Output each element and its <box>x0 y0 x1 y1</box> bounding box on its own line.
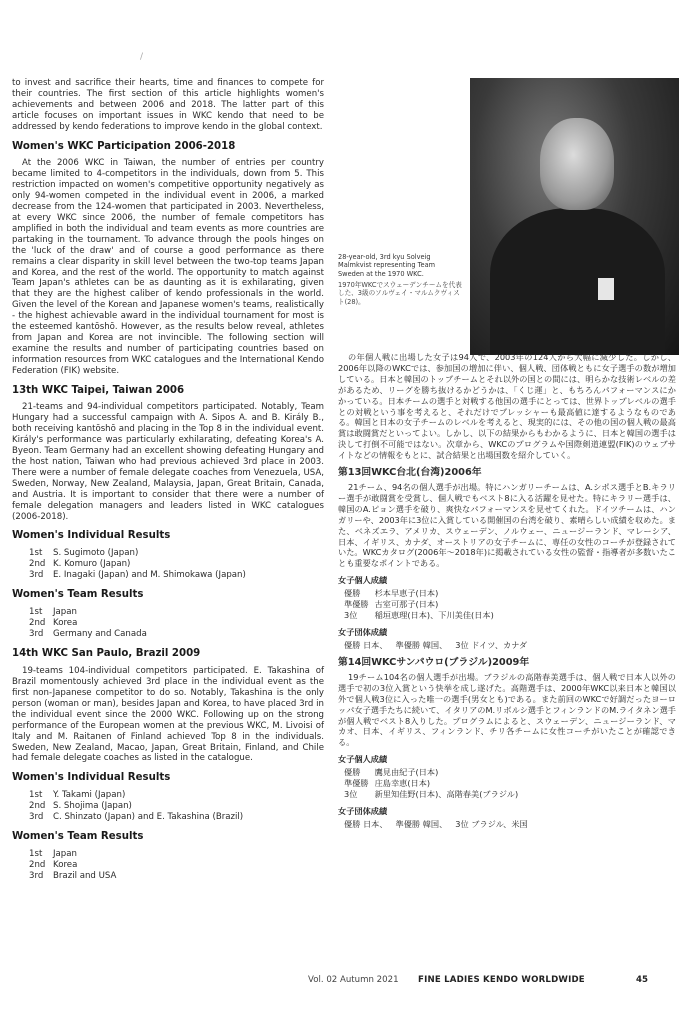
intro-paragraph: to invest and sacrifice their hearts, time and finances to compete for their countries. The first section of this article highlights women's achievements and between 2006 and 2018. The latter part of this article focuses on important issues in WKC kendo that need to be addressed by kendo federations to improve kendo in the global context. <box>12 78 324 132</box>
result-row <box>29 801 247 812</box>
wkc14-team-results <box>29 849 120 882</box>
japanese-column <box>338 352 676 830</box>
result-row <box>344 778 524 789</box>
participation-heading: Women's WKC Participation 2006-2018 <box>12 140 236 152</box>
place: 3rd <box>29 812 44 823</box>
english-column <box>12 78 324 887</box>
winner: Korea <box>53 860 78 871</box>
photo-badge <box>598 278 614 300</box>
place: 優勝 <box>344 767 361 778</box>
team-result: 優勝 日本、 <box>344 640 388 651</box>
wkc14-individual-results <box>29 790 247 823</box>
winner: 古室可那子(日本) <box>374 599 439 610</box>
wkc13-team-results <box>29 607 151 640</box>
footer-volume: Vol. 02 Autumn 2021 <box>308 975 399 985</box>
winner: C. Shinzato (Japan) and E. Takashina (Brazil) <box>53 812 244 823</box>
team-result: 3位 ドイツ、カナダ <box>455 640 528 651</box>
winner: 新里知佳野(日本)、高階春美(ブラジル) <box>374 789 519 800</box>
jp-wkc13-team-results <box>344 640 676 651</box>
wkc14-heading: 14th WKC San Paulo, Brazil 2009 <box>12 648 201 660</box>
place: 1st <box>29 607 43 618</box>
result-row <box>344 599 500 610</box>
winner: E. Inagaki (Japan) and M. Shimokawa (Japan) <box>53 570 246 581</box>
winner: Japan <box>53 849 77 860</box>
winner: Y. Takami (Japan) <box>53 790 126 801</box>
team-result: 準優勝 韓国、 <box>395 640 448 651</box>
jp-wkc14-individual-results <box>344 767 524 800</box>
photo-caption-jp: 1970年WKCでスウェーデンチームを代表した、3級のソルヴェイ・マルムクヴィスト(28)。 <box>338 281 462 306</box>
result-row <box>29 548 250 559</box>
place: 優勝 <box>344 588 361 599</box>
winner: K. Komuro (Japan) <box>53 559 131 570</box>
footer-magazine-title: FINE LADIES KENDO WORLDWIDE <box>418 975 585 985</box>
jp-wkc14-individual-heading: 女子個人成績 <box>338 754 388 765</box>
jp-wkc13-individual-heading: 女子個人成績 <box>338 575 388 586</box>
place: 2nd <box>29 801 46 812</box>
jp-wkc14-paragraph: 19チーム104名の個人選手が出場。ブラジルの高階春美選手は、個人戦で日本人以外の選手で初の3位入賞という快挙を成し遂げた。高階選手は、2000年WKC以来日本と韓国以外で個人戦3位に入った唯一の選手(男女とも)である。また前回のWKCで好調だったヨーロッパ女子選手たちに続いて、イタリアのM.リボルシ選手とフィンランドのM.ライタネン選手が個人戦でベスト8入りした。プログラムによると、スウェーデン、ニュージーランド、マカオ、日本、イギリス、フィンランド、チリ各チームに女性コーチがいたことが確認できる。 <box>338 671 676 748</box>
place: 3rd <box>29 570 44 581</box>
wkc14-individual-heading: Women's Individual Results <box>12 772 171 784</box>
place: 3rd <box>29 871 44 882</box>
pencil-mark: / <box>140 52 144 62</box>
result-row <box>29 559 250 570</box>
jp-wkc13-individual-results <box>344 588 500 621</box>
place: 準優勝 <box>344 599 369 610</box>
winner: S. Sugimoto (Japan) <box>53 548 139 559</box>
winner: 杉本早恵子(日本) <box>374 588 439 599</box>
jp-wkc14-team-heading: 女子団体成績 <box>338 806 388 817</box>
result-row <box>29 790 247 801</box>
wkc13-individual-results <box>29 548 250 581</box>
photo-figure-body <box>490 208 665 355</box>
place: 3位 <box>344 610 358 621</box>
result-row <box>29 629 151 640</box>
winner: 庄島幸恵(日本) <box>374 778 431 789</box>
wkc13-heading: 13th WKC Taipei, Taiwan 2006 <box>12 384 185 396</box>
page-footer <box>0 975 693 991</box>
place: 2nd <box>29 559 46 570</box>
winner: S. Shojima (Japan) <box>53 801 132 812</box>
winner: 鷹見由紀子(日本) <box>374 767 439 778</box>
jp-intro-paragraph: の年個人戦に出場した女子は94人で、2003年の124人から大幅に減少した。しかし、2006年以降のWKCでは、参加国の増加に伴い、個人戦、団体戦ともに女子選手の数が増加している。日本と韓国のトップチームとそれ以外の国との間には、明らかな技術レベルの差があるため、リーグを勝ち抜けるかどうかは、「くじ運」と、もちろんパフォーマンスにかかっている。日本チームの選手と対戦する他国の選手にとっては、世界トップレベルの選手との対戦という事を考えると、それだけでプレッシャーも最高値に達するようなものである。韓国と日本の女子チームのレベルを考えると、現実的には、その他の国の個人戦の最高賞は敢闘賞だといってよい。しかし、以下の結果からもわかるように、日本と韓国の選手は決して打倒不可能ではない。次章から、WKCのプログラムや国際剣道連盟(FIK)のウェブサイトなどの情報をもとに、試合結果と出場国数を紹介していく。 <box>338 352 676 461</box>
wkc13-paragraph: 21-teams and 94-individual competitors participated. Notably, Team Hungary had a successful campaign with A. Sipos A. and B. Király B., both receiving kantōshō and placing in the Top 8 in the individual event. Király's performance was particularly exhilarating, defeating Korea's A. Byeon. Team Germany had an excellent showing defeating Hungary and the host nation, Taiwan who had previous achieved 3rd place in 2003. There were a number of female delegate coaches from Venezuela, USA, Sweden, Norway, New Zealand, Malaysia, Japan, Great Britain, Canada, and Austria. It is important to consider that there were a number of female delegation managers and leaders listed in WKC catalogues (2006-2018). <box>12 402 324 522</box>
result-row <box>344 588 500 599</box>
place: 1st <box>29 548 43 559</box>
photo-figure-head <box>540 118 614 210</box>
place: 2nd <box>29 860 46 871</box>
result-row <box>344 610 500 621</box>
jp-wkc13-heading: 第13回WKC台北(台湾)2006年 <box>338 467 482 479</box>
winner: Korea <box>53 618 78 629</box>
result-row <box>29 860 120 871</box>
winner: 稲垣恵理(日本)、下川美佳(日本) <box>374 610 494 621</box>
place: 1st <box>29 790 43 801</box>
photo-caption-en: 28-year-old, 3rd kyu Solveig Malmkvist representing Team Sweden at the 1970 WKC. <box>338 253 436 278</box>
result-row <box>344 767 524 778</box>
jp-wkc14-heading: 第14回WKCサンパウロ(ブラジル)2009年 <box>338 657 530 669</box>
winner: Germany and Canada <box>53 629 147 640</box>
result-row <box>29 570 250 581</box>
winner: Japan <box>53 607 77 618</box>
participation-paragraph: At the 2006 WKC in Taiwan, the number of entries per country became limited to 4-competitors in the individuals, down from 5. This restriction impacted on women's competitive opportunity negatively as only 94-women competed in the individual event in 2006, a marked decrease from the 124-women that participated in 2003. Nevertheless, at every WKC since 2006, the number of female competitors has amplified in both the individual and team events as more countries are partaking in the tournament. To advance through the pools hinges on the 'luck of the draw' and of course a good performance as there remains a clear disparity in skill level between the two-top teams Japan and Korea, and the rest of the world. The opportunity to match against Team Japan's athletes can be as daunting as it is exhilarating, given that they are the highest caliber of kendo professionals in the world. Given the level of the Korean and Japanese women's teams, realistically - the highest achievable award in the individual tournament for most is the esteemed kantōshō. However, as the results below reveal, athletes from Japan and Korea are not invincible. The following section will examine the results and number of participating countries based on information resources from WKC catalogues and the International Kendo Federation (FIK) website. <box>12 158 324 376</box>
wkc14-team-heading: Women's Team Results <box>12 831 144 843</box>
place: 準優勝 <box>344 778 369 789</box>
result-row <box>29 849 120 860</box>
place: 2nd <box>29 618 46 629</box>
wkc14-paragraph: 19-teams 104-individual competitors participated. E. Takashina of Brazil momentously achieved 3rd place in the individual event as the first non-Japanese competitor to do so. Notably, Takashina is the only person (woman or man), besides Japan and Korea, to have placed 3rd in the individual event since the 2000 WKC. Following up on the strong performance of the European women at the previous WKC, M. Livoisi of Italy and M. Raitanen of Finland achieved Top 8 in the individuals. Sweden, New Zealand, Macao, Japan, Great Britain, Finland, and Chile had female delegate coaches as listed in the catalogue. <box>12 666 324 764</box>
jp-wkc13-paragraph: 21チーム、94名の個人選手が出場。特にハンガリーチームは、A.シポス選手とB.キラリー選手が敢闘賞を受賞し、個人戦でもベスト8に入る活躍を見せた。特にキラリー選手は、韓国のA.ピョン選手を破り、爽快なパフォーマンスを見せてくれた。ドイツチームは、ハンガリーや、2003年に3位に入賞している開催国の台湾を破り、素晴らしい成績を収めた。また、ベネズエラ、アメリカ、スウェーデン、ノルウェー、ニュージーランド、マレーシア、日本、イギリス、カナダ、オーストリアの女子チームに、専任の女性のコーチが登録されていた。WKCカタログ(2006年～2018年)に掲載されている女性の監督・指導者が多数いたことも重要なポイントである。 <box>338 481 676 569</box>
result-row <box>29 871 120 882</box>
team-result: 3位 ブラジル、米国 <box>455 819 528 830</box>
result-row <box>29 812 247 823</box>
team-result: 準優勝 韓国、 <box>395 819 448 830</box>
team-result: 優勝 日本、 <box>344 819 388 830</box>
result-row <box>29 607 151 618</box>
photo-solveig-malmkvist <box>470 78 679 355</box>
jp-wkc13-team-heading: 女子団体成績 <box>338 627 388 638</box>
jp-wkc14-team-results <box>344 819 676 830</box>
place: 3位 <box>344 789 358 800</box>
wkc13-team-heading: Women's Team Results <box>12 589 144 601</box>
place: 1st <box>29 849 43 860</box>
place: 3rd <box>29 629 44 640</box>
page-number: 45 <box>636 975 648 985</box>
wkc13-individual-heading: Women's Individual Results <box>12 530 171 542</box>
winner: Brazil and USA <box>53 871 117 882</box>
result-row <box>29 618 151 629</box>
result-row <box>344 789 524 800</box>
